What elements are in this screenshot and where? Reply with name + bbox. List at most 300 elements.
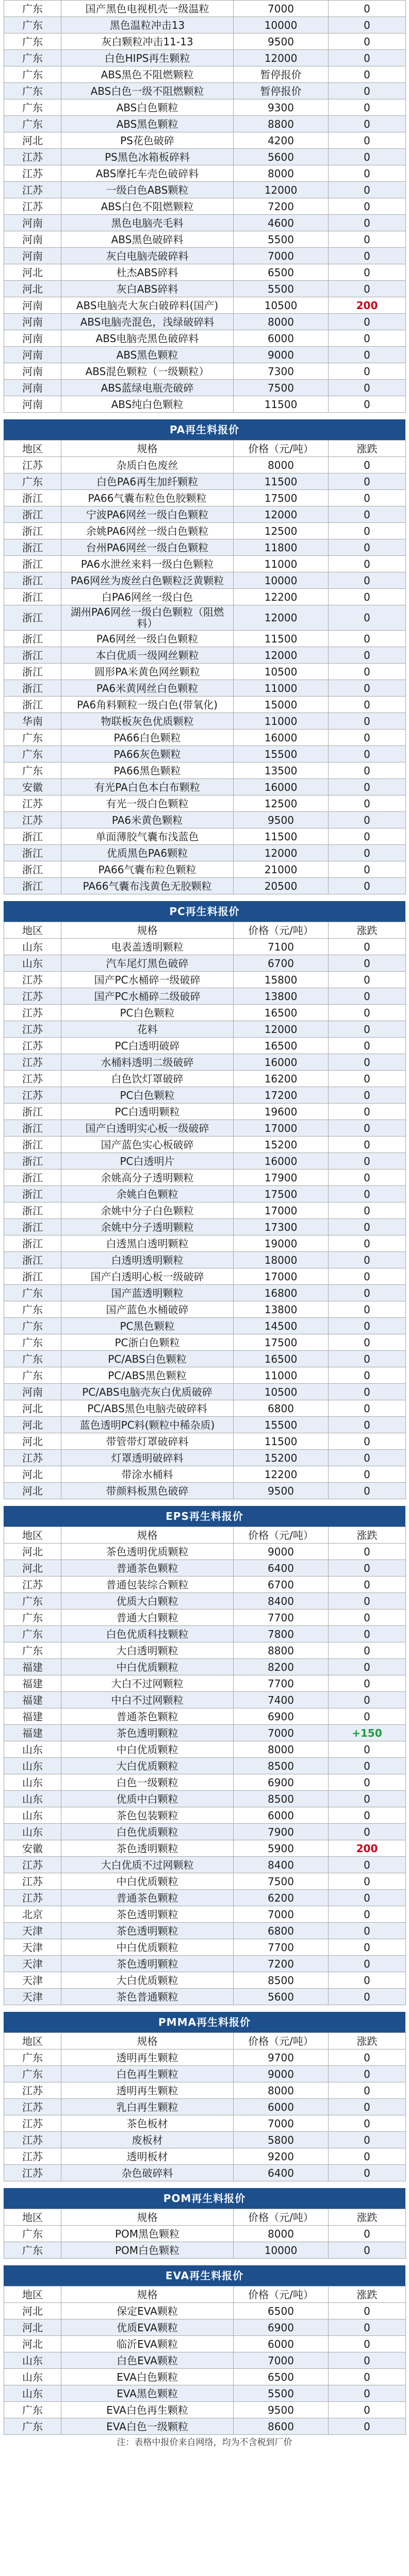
cell-change: 0	[329, 1626, 406, 1642]
cell-region: 广东	[4, 17, 61, 33]
table-row	[4, 297, 406, 314]
cell-spec: 大白优质颗粒	[61, 1972, 234, 1989]
cell-change: 0	[329, 2115, 406, 2132]
cell-change: 0	[329, 1972, 406, 1989]
cell-region: 河南	[4, 231, 61, 248]
cell-price: 7000	[234, 248, 329, 264]
cell-price: 8000	[234, 165, 329, 182]
cell-price: 7700	[234, 1939, 329, 1956]
table-row	[4, 1939, 406, 1956]
price-table	[4, 2209, 406, 2259]
cell-spec: 中白不过网颗粒	[61, 1692, 234, 1708]
table-row	[4, 1170, 406, 1186]
cell-spec: 普通包装综合颗粒	[61, 1577, 234, 1593]
cell-change: 0	[329, 2418, 406, 2435]
cell-region: 广东	[4, 116, 61, 132]
header-price: 价格（元/吨）	[234, 440, 329, 457]
cell-price: 16000	[234, 779, 329, 795]
cell-price: 17300	[234, 1219, 329, 1235]
cell-price: 12000	[234, 182, 329, 198]
cell-change: 0	[329, 1384, 406, 1400]
footer-note: 注：表格中报价来自网络，均为不含税到厂价	[117, 2437, 292, 2448]
cell-spec: 茶色透明颗粒	[61, 1840, 234, 1857]
cell-price: 17500	[234, 1186, 329, 1202]
table-row	[4, 2226, 406, 2242]
cell-change: 0	[329, 713, 406, 730]
cell-region: 河北	[4, 1544, 61, 1560]
cell-change: 0	[329, 746, 406, 762]
cell-spec: 中白优质颗粒	[61, 1659, 234, 1675]
cell-spec: 大白优质颗粒	[61, 1758, 234, 1774]
cell-price: 13800	[234, 988, 329, 1005]
table-row	[4, 746, 406, 762]
cell-price: 16500	[234, 1038, 329, 1054]
cell-change: 0	[329, 1642, 406, 1659]
table-row	[4, 50, 406, 66]
cell-price: 9000	[234, 347, 329, 363]
cell-change: 0	[329, 697, 406, 713]
cell-change: 0	[329, 33, 406, 50]
header-change: 涨跌	[329, 2286, 406, 2303]
cell-change: 0	[329, 1939, 406, 1956]
header-region: 地区	[4, 1527, 61, 1544]
cell-spec: 带颜料板黑色破碎	[61, 1483, 234, 1499]
cell-spec: 中白优质颗粒	[61, 1741, 234, 1758]
cell-price: 8500	[234, 1972, 329, 1989]
table-row	[4, 1807, 406, 1824]
cell-region: 山东	[4, 1774, 61, 1791]
table-row	[4, 812, 406, 828]
cell-change: 0	[329, 647, 406, 664]
table-row	[4, 83, 406, 99]
table-row	[4, 2385, 406, 2402]
price-section	[0, 1499, 409, 2005]
table-row	[4, 2148, 406, 2165]
cell-region: 江苏	[4, 182, 61, 198]
cell-region: 山东	[4, 2352, 61, 2369]
cell-price: 6200	[234, 1890, 329, 1906]
cell-spec: 黑色温粒冲击13	[61, 17, 234, 33]
cell-spec: PS黑色冰箱板碎料	[61, 149, 234, 165]
cell-price: 9500	[234, 812, 329, 828]
cell-change: 0	[329, 1857, 406, 1873]
cell-region: 山东	[4, 1791, 61, 1807]
cell-region: 山东	[4, 1741, 61, 1758]
cell-change: 0	[329, 988, 406, 1005]
cell-price: 6500	[234, 2369, 329, 2385]
cell-spec: 优质大白颗粒	[61, 1593, 234, 1609]
table-row	[4, 1137, 406, 1153]
cell-region: 浙江	[4, 589, 61, 605]
cell-spec: 水桶料透明二级破碎	[61, 1054, 234, 1071]
cell-price: 12500	[234, 523, 329, 539]
cell-price: 9700	[234, 2049, 329, 2066]
cell-price: 10500	[234, 297, 329, 314]
cell-spec: 茶色包装颗粒	[61, 1807, 234, 1824]
cell-region: 广东	[4, 1367, 61, 1384]
cell-spec: 透明再生颗粒	[61, 2049, 234, 2066]
cell-change: 0	[329, 1, 406, 17]
table-row	[4, 33, 406, 50]
header-spec: 规格	[61, 1527, 234, 1544]
table-row	[4, 1989, 406, 2005]
table-row	[4, 116, 406, 132]
table-row	[4, 99, 406, 116]
table-row	[4, 556, 406, 572]
cell-price: 11500	[234, 1433, 329, 1450]
table-row	[4, 1153, 406, 1170]
cell-spec: 白色优质科技颗粒	[61, 1626, 234, 1642]
table-row	[4, 1450, 406, 1466]
cell-spec: PA66灰色颗粒	[61, 746, 234, 762]
cell-spec: PA6水泄丝来料一级白色颗粒	[61, 556, 234, 572]
table-row	[4, 1021, 406, 1038]
cell-change: 0	[329, 330, 406, 347]
section-title: POM再生料报价	[4, 2188, 405, 2209]
table-row	[4, 1708, 406, 1725]
cell-change: 0	[329, 861, 406, 878]
cell-spec: 有光一级白色颗粒	[61, 795, 234, 812]
table-row	[4, 1675, 406, 1692]
table-row	[4, 248, 406, 264]
table-row	[4, 680, 406, 697]
cell-spec: POM白色颗粒	[61, 2242, 234, 2259]
cell-change: 0	[329, 1400, 406, 1417]
cell-change: 0	[329, 1087, 406, 1104]
table-row	[4, 264, 406, 281]
header-spec: 规格	[61, 440, 234, 457]
cell-change: 0	[329, 2352, 406, 2369]
table-row	[4, 955, 406, 972]
table-row	[4, 631, 406, 647]
table-row	[4, 1202, 406, 1219]
cell-change: 0	[329, 1824, 406, 1840]
cell-region: 广东	[4, 1626, 61, 1642]
section-title: PC再生料报价	[4, 901, 405, 922]
cell-spec: EVA白色再生颗粒	[61, 2402, 234, 2418]
cell-change: 0	[329, 2082, 406, 2099]
cell-price: 11800	[234, 539, 329, 556]
cell-change: 0	[329, 1450, 406, 1466]
section-gap	[0, 2181, 409, 2188]
cell-change: 0	[329, 1120, 406, 1137]
cell-price: 17500	[234, 490, 329, 506]
cell-price: 7900	[234, 1824, 329, 1840]
header-price: 价格（元/吨）	[234, 1527, 329, 1544]
cell-change: 0	[329, 132, 406, 149]
cell-region: 北京	[4, 1906, 61, 1923]
header-price: 价格（元/吨）	[234, 2286, 329, 2303]
cell-spec: ABS黑色颗粒	[61, 347, 234, 363]
cell-spec: 国产白透明实心板一级破碎	[61, 1120, 234, 1137]
cell-change: 0	[329, 2099, 406, 2115]
cell-price: 7700	[234, 1609, 329, 1626]
table-row	[4, 1857, 406, 1873]
price-section	[0, 894, 409, 1499]
cell-change: 0	[329, 878, 406, 894]
cell-spec: 中白优质颗粒	[61, 1873, 234, 1890]
cell-spec: 茶色透明优质颗粒	[61, 1544, 234, 1560]
cell-change: 0	[329, 2369, 406, 2385]
cell-change: 0	[329, 2132, 406, 2148]
cell-price: 4200	[234, 132, 329, 149]
cell-spec: 宁波PA6网丝一级白色颗粒	[61, 506, 234, 523]
cell-spec: 本白优质一级网丝颗粒	[61, 647, 234, 664]
cell-region: 江苏	[4, 1038, 61, 1054]
cell-spec: 国产蓝透明颗粒	[61, 1285, 234, 1301]
cell-price: 6000	[234, 1807, 329, 1824]
cell-spec: PC/ABS电脑壳灰白优质破碎	[61, 1384, 234, 1400]
cell-spec: ABS白色一级不阻燃颗粒	[61, 83, 234, 99]
cell-change: 0	[329, 1791, 406, 1807]
table-row	[4, 972, 406, 988]
cell-change: 0	[329, 1367, 406, 1384]
table-header-row	[4, 2286, 406, 2303]
cell-region: 江苏	[4, 812, 61, 828]
cell-region: 山东	[4, 2369, 61, 2385]
cell-region: 广东	[4, 1334, 61, 1351]
cell-price: 7500	[234, 380, 329, 396]
table-row	[4, 1626, 406, 1642]
cell-change: 0	[329, 795, 406, 812]
table-row	[4, 1384, 406, 1400]
cell-spec: PC/ABS黑色颗粒	[61, 1367, 234, 1384]
cell-price: 6000	[234, 2099, 329, 2115]
cell-price: 9200	[234, 2148, 329, 2165]
cell-price: 18000	[234, 1252, 329, 1268]
cell-region: 浙江	[4, 1268, 61, 1285]
cell-price: 19000	[234, 1235, 329, 1252]
header-region: 地区	[4, 440, 61, 457]
header-change: 涨跌	[329, 440, 406, 457]
cell-spec: 灰白ABS碎料	[61, 281, 234, 297]
table-row	[4, 1824, 406, 1840]
cell-spec: 白色HIPS再生颗粒	[61, 50, 234, 66]
cell-region: 山东	[4, 1807, 61, 1824]
cell-region: 广东	[4, 2402, 61, 2418]
cell-region: 河南	[4, 363, 61, 380]
cell-change: 0	[329, 972, 406, 988]
table-row	[4, 1609, 406, 1626]
cell-spec: 物联板灰色优质颗粒	[61, 713, 234, 730]
cell-price: 5500	[234, 231, 329, 248]
cell-change: 0	[329, 1433, 406, 1450]
cell-region: 河北	[4, 2303, 61, 2319]
table-row	[4, 231, 406, 248]
cell-change: 0	[329, 116, 406, 132]
cell-price: 8000	[234, 2082, 329, 2099]
table-header-row	[4, 1527, 406, 1544]
table-row	[4, 697, 406, 713]
cell-spec: 白色饮灯罩破碎	[61, 1071, 234, 1087]
cell-region: 河南	[4, 396, 61, 413]
cell-price: 11000	[234, 1367, 329, 1384]
cell-price: 17000	[234, 1268, 329, 1285]
cell-change: 0	[329, 1153, 406, 1170]
cell-spec: 茶色透明颗粒	[61, 1923, 234, 1939]
cell-change: 0	[329, 1560, 406, 1577]
table-row	[4, 878, 406, 894]
table-row	[4, 1791, 406, 1807]
cell-spec: PC/ABS白色颗粒	[61, 1351, 234, 1367]
cell-change: 0	[329, 631, 406, 647]
cell-spec: PA6角料颗粒一级白色(带氧化)	[61, 697, 234, 713]
cell-spec: 余姚高分子透明颗粒	[61, 1170, 234, 1186]
cell-spec: 电表盖透明颗粒	[61, 939, 234, 955]
cell-region: 福建	[4, 1725, 61, 1741]
cell-spec: 汽车尾灯黑色破碎	[61, 955, 234, 972]
cell-region: 河北	[4, 1433, 61, 1450]
cell-change: 0	[329, 2148, 406, 2165]
table-row	[4, 2066, 406, 2082]
price-section	[0, 2005, 409, 2181]
table-row	[4, 1593, 406, 1609]
table-row	[4, 1351, 406, 1367]
table-row	[4, 1577, 406, 1593]
cell-region: 江苏	[4, 1577, 61, 1593]
cell-region: 浙江	[4, 1235, 61, 1252]
cell-price: 5500	[234, 2385, 329, 2402]
cell-spec: 余姚PA6网丝一级白色颗粒	[61, 523, 234, 539]
cell-spec: ABS摩托车壳色破碎料	[61, 165, 234, 182]
header-spec: 规格	[61, 2033, 234, 2049]
cell-price: 12000	[234, 506, 329, 523]
cell-price: 7200	[234, 1956, 329, 1972]
table-row	[4, 539, 406, 556]
cell-spec: PC白透明片	[61, 1153, 234, 1170]
table-row	[4, 1560, 406, 1577]
cell-spec: 白色EVA颗粒	[61, 2352, 234, 2369]
cell-spec: 余姚白色颗粒	[61, 1186, 234, 1202]
table-row	[4, 1466, 406, 1483]
cell-spec: 国产蓝色水桶破碎	[61, 1301, 234, 1318]
table-row	[4, 572, 406, 589]
cell-region: 浙江	[4, 680, 61, 697]
cell-spec: 杜杰ABS碎料	[61, 264, 234, 281]
table-row	[4, 380, 406, 396]
header-change: 涨跌	[329, 2033, 406, 2049]
cell-spec: ABS纯白色颗粒	[61, 396, 234, 413]
cell-region: 广东	[4, 50, 61, 66]
cell-price: 8400	[234, 1593, 329, 1609]
cell-change: 0	[329, 2336, 406, 2352]
cell-region: 广东	[4, 2418, 61, 2435]
cell-price: 16000	[234, 730, 329, 746]
cell-price: 17200	[234, 1087, 329, 1104]
cell-price: 15200	[234, 1450, 329, 1466]
cell-change: 0	[329, 1989, 406, 2005]
cell-region: 江苏	[4, 1450, 61, 1466]
cell-price: 21000	[234, 861, 329, 878]
cell-change: 0	[329, 2226, 406, 2242]
cell-region: 山东	[4, 1824, 61, 1840]
cell-spec: PA6网丝为废丝白色颗粒泛黄颗粒	[61, 572, 234, 589]
cell-region: 广东	[4, 1351, 61, 1367]
cell-change: 0	[329, 182, 406, 198]
cell-spec: 国产PC水桶碎二级破碎	[61, 988, 234, 1005]
cell-change: 0	[329, 680, 406, 697]
cell-region: 广东	[4, 33, 61, 50]
price-section	[0, 2259, 409, 2435]
cell-spec: EVA黑色颗粒	[61, 2385, 234, 2402]
cell-change: 0	[329, 2165, 406, 2181]
cell-price: 8000	[234, 2226, 329, 2242]
cell-change: 0	[329, 1890, 406, 1906]
cell-spec: 茶色透明颗粒	[61, 1956, 234, 1972]
table-row	[4, 1071, 406, 1087]
cell-region: 江苏	[4, 1071, 61, 1087]
cell-region: 江苏	[4, 1890, 61, 1906]
cell-region: 广东	[4, 2049, 61, 2066]
cell-spec: 国产黑色电视机壳一级温粒	[61, 1, 234, 17]
cell-region: 江苏	[4, 2099, 61, 2115]
cell-region: 浙江	[4, 861, 61, 878]
cell-change: 0	[329, 828, 406, 845]
cell-price: 5600	[234, 149, 329, 165]
cell-price: 12000	[234, 605, 329, 631]
cell-spec: ABS黑色不阻燃颗粒	[61, 66, 234, 83]
cell-spec: 灰白颗粒冲击11-13	[61, 33, 234, 50]
cell-change: 0	[329, 2402, 406, 2418]
cell-spec: 白PA6网丝一级白色	[61, 589, 234, 605]
table-row	[4, 523, 406, 539]
cell-change: 0	[329, 1483, 406, 1499]
table-row	[4, 506, 406, 523]
cell-change: +150	[329, 1725, 406, 1741]
table-row	[4, 2132, 406, 2148]
cell-change: 0	[329, 66, 406, 83]
cell-change: 0	[329, 1005, 406, 1021]
cell-spec: 废板材	[61, 2132, 234, 2148]
cell-region: 华南	[4, 713, 61, 730]
cell-change: 0	[329, 2049, 406, 2066]
table-row	[4, 1334, 406, 1351]
cell-change: 0	[329, 1334, 406, 1351]
cell-price: 17500	[234, 1334, 329, 1351]
cell-spec: 大白不过网颗粒	[61, 1675, 234, 1692]
table-row	[4, 1417, 406, 1433]
cell-region: 江苏	[4, 972, 61, 988]
table-row	[4, 2049, 406, 2066]
cell-region: 天津	[4, 1989, 61, 2005]
cell-change: 0	[329, 1104, 406, 1120]
table-row	[4, 2319, 406, 2336]
cell-spec: 白透黑白透明颗粒	[61, 1235, 234, 1252]
cell-spec: PC白透明破碎	[61, 1038, 234, 1054]
cell-price: 5600	[234, 1989, 329, 2005]
cell-change: 0	[329, 231, 406, 248]
cell-region: 浙江	[4, 1252, 61, 1268]
cell-region: 浙江	[4, 556, 61, 572]
header-price: 价格（元/吨）	[234, 2033, 329, 2049]
cell-price: 8800	[234, 116, 329, 132]
section-gap	[0, 894, 409, 901]
table-row	[4, 1120, 406, 1137]
table-row	[4, 17, 406, 33]
header-price: 价格（元/吨）	[234, 922, 329, 939]
cell-spec: ABS蓝绿电瓶壳破碎	[61, 380, 234, 396]
cell-change: 0	[329, 1186, 406, 1202]
cell-price: 7100	[234, 939, 329, 955]
cell-price: 6700	[234, 955, 329, 972]
table-row	[4, 2369, 406, 2385]
cell-region: 河南	[4, 248, 61, 264]
table-row	[4, 1433, 406, 1450]
cell-price: 5800	[234, 2132, 329, 2148]
cell-price: 8600	[234, 2418, 329, 2435]
cell-price: 7000	[234, 1906, 329, 1923]
cell-region: 天津	[4, 1972, 61, 1989]
